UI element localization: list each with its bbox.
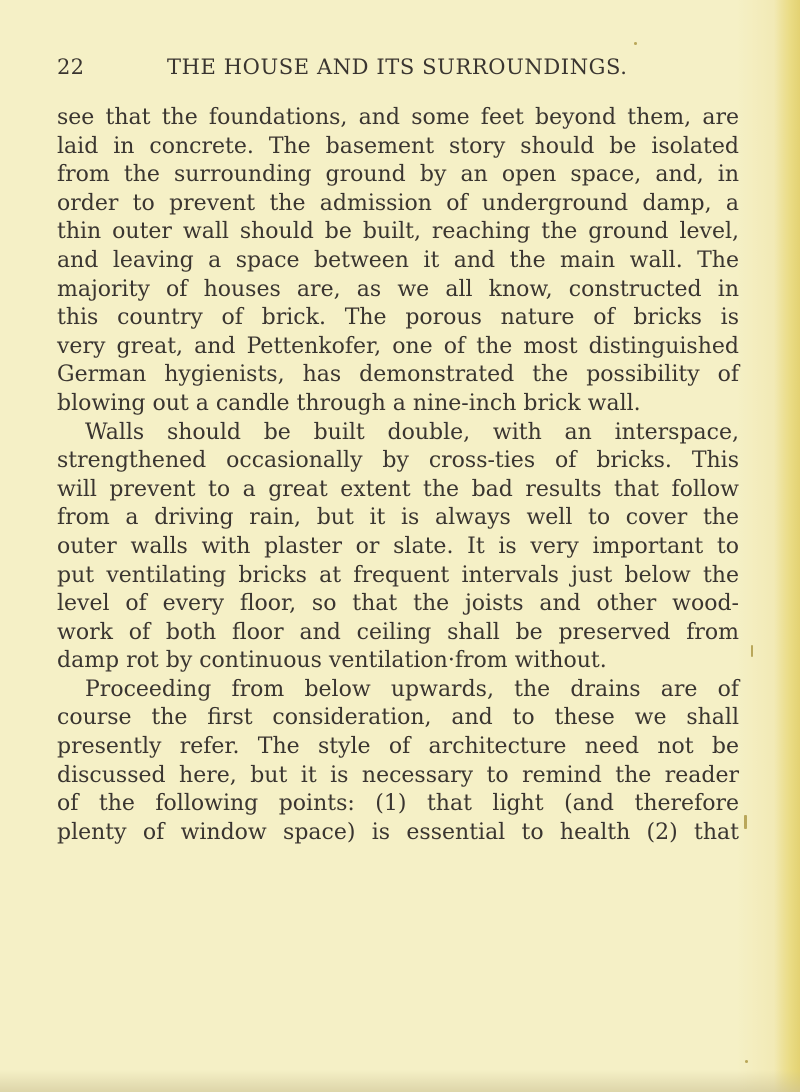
text-line: blowing out a candle through a nine-inch brick wall. bbox=[57, 390, 641, 416]
text-line: course the first consideration, and to these we shall bbox=[57, 705, 739, 731]
ink-speck bbox=[634, 42, 637, 45]
text-line: see that the foundations, and some feet beyond them, are bbox=[57, 105, 739, 130]
text-line: from a driving rain, but it is always well to cover the bbox=[57, 505, 739, 531]
text-line: Proceeding from below upwards, the drains are of bbox=[85, 676, 739, 702]
text-line: Walls should be built double, with an interspace, bbox=[85, 419, 739, 445]
ink-speck bbox=[745, 1060, 748, 1063]
text-line: this country of brick. The porous nature of bricks is bbox=[57, 305, 739, 331]
page-bottom-shadow bbox=[0, 1070, 800, 1092]
text-line: laid in concrete. The basement story should be isolated bbox=[57, 133, 739, 159]
ink-speck bbox=[744, 815, 747, 829]
text-line: from the surrounding ground by an open space, and, in bbox=[57, 162, 739, 188]
text-line: strengthened occasionally by cross-ties of bricks. This bbox=[57, 448, 739, 474]
text-line: order to prevent the admission of underground damp, a bbox=[57, 190, 739, 216]
text-line: will prevent to a great extent the bad results that follow bbox=[57, 476, 739, 502]
text-line: very great, and Pettenkofer, one of the most distinguished bbox=[57, 333, 739, 359]
text-line: and leaving a space between it and the main wall. The bbox=[57, 247, 739, 273]
text-line: outer walls with plaster or slate. It is very important to bbox=[57, 533, 739, 559]
ink-speck bbox=[751, 645, 753, 657]
text-line: presently refer. The style of architecture need not be bbox=[57, 734, 739, 760]
text-line: plenty of window space) is essential to health (2) that bbox=[57, 819, 739, 845]
page-number: 22 bbox=[57, 55, 85, 79]
page-header bbox=[57, 55, 697, 85]
text-line: work of both floor and ceiling shall be preserved from bbox=[57, 619, 739, 645]
text-line: of the following points: (1) that light (and therefore bbox=[57, 791, 739, 817]
running-head: THE HOUSE AND ITS SURROUNDINGS. bbox=[167, 55, 628, 79]
text-line: thin outer wall should be built, reaching the ground level, bbox=[57, 219, 739, 245]
text-line: German hygienists, has demonstrated the possibility of bbox=[57, 362, 739, 388]
page-edge bbox=[774, 0, 800, 1092]
text-line: majority of houses are, as we all know, constructed in bbox=[57, 276, 739, 302]
text-line: damp rot by continuous ventilation·from without. bbox=[57, 648, 607, 674]
body-text bbox=[57, 104, 739, 847]
text-line: put ventilating bricks at frequent intervals just below the bbox=[57, 562, 739, 588]
text-line: level of every floor, so that the joists and other wood- bbox=[57, 591, 739, 617]
text-line: discussed here, but it is necessary to remind the reader bbox=[57, 762, 739, 788]
